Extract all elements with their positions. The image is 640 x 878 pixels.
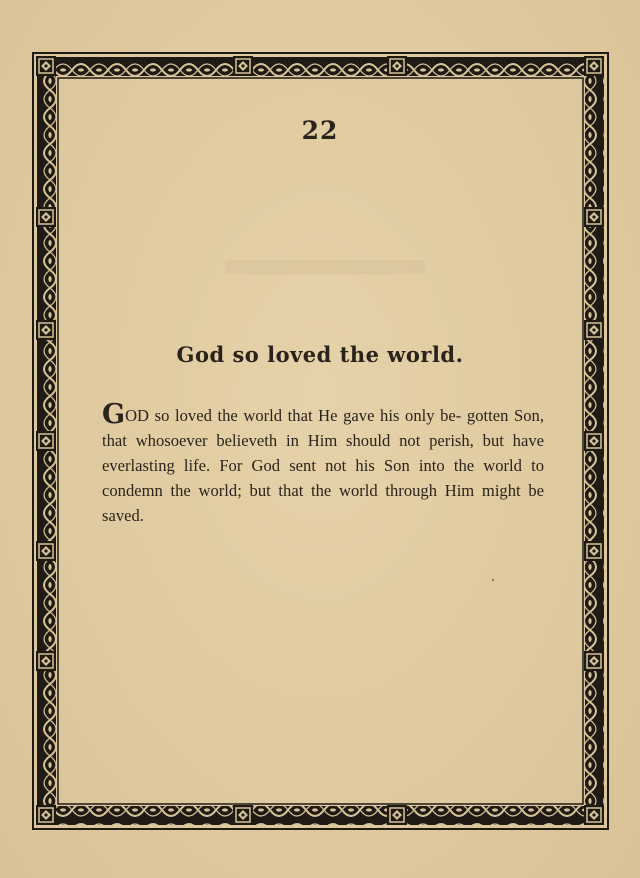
drop-cap-initial: G	[102, 399, 126, 430]
border-top	[37, 57, 604, 76]
section-heading: God so loved the world.	[176, 342, 464, 367]
border-bottom	[37, 806, 604, 825]
passage-text: OD so loved the world that He gave his only be- gotten Son, that whosoever believeth in Him should not perish, but have everlasting life. For God sent not his Son into the world to condemn the world; but that the world through Him might be saved.	[102, 406, 544, 525]
scripture-passage	[102, 399, 544, 528]
page-number: 22	[301, 116, 339, 145]
